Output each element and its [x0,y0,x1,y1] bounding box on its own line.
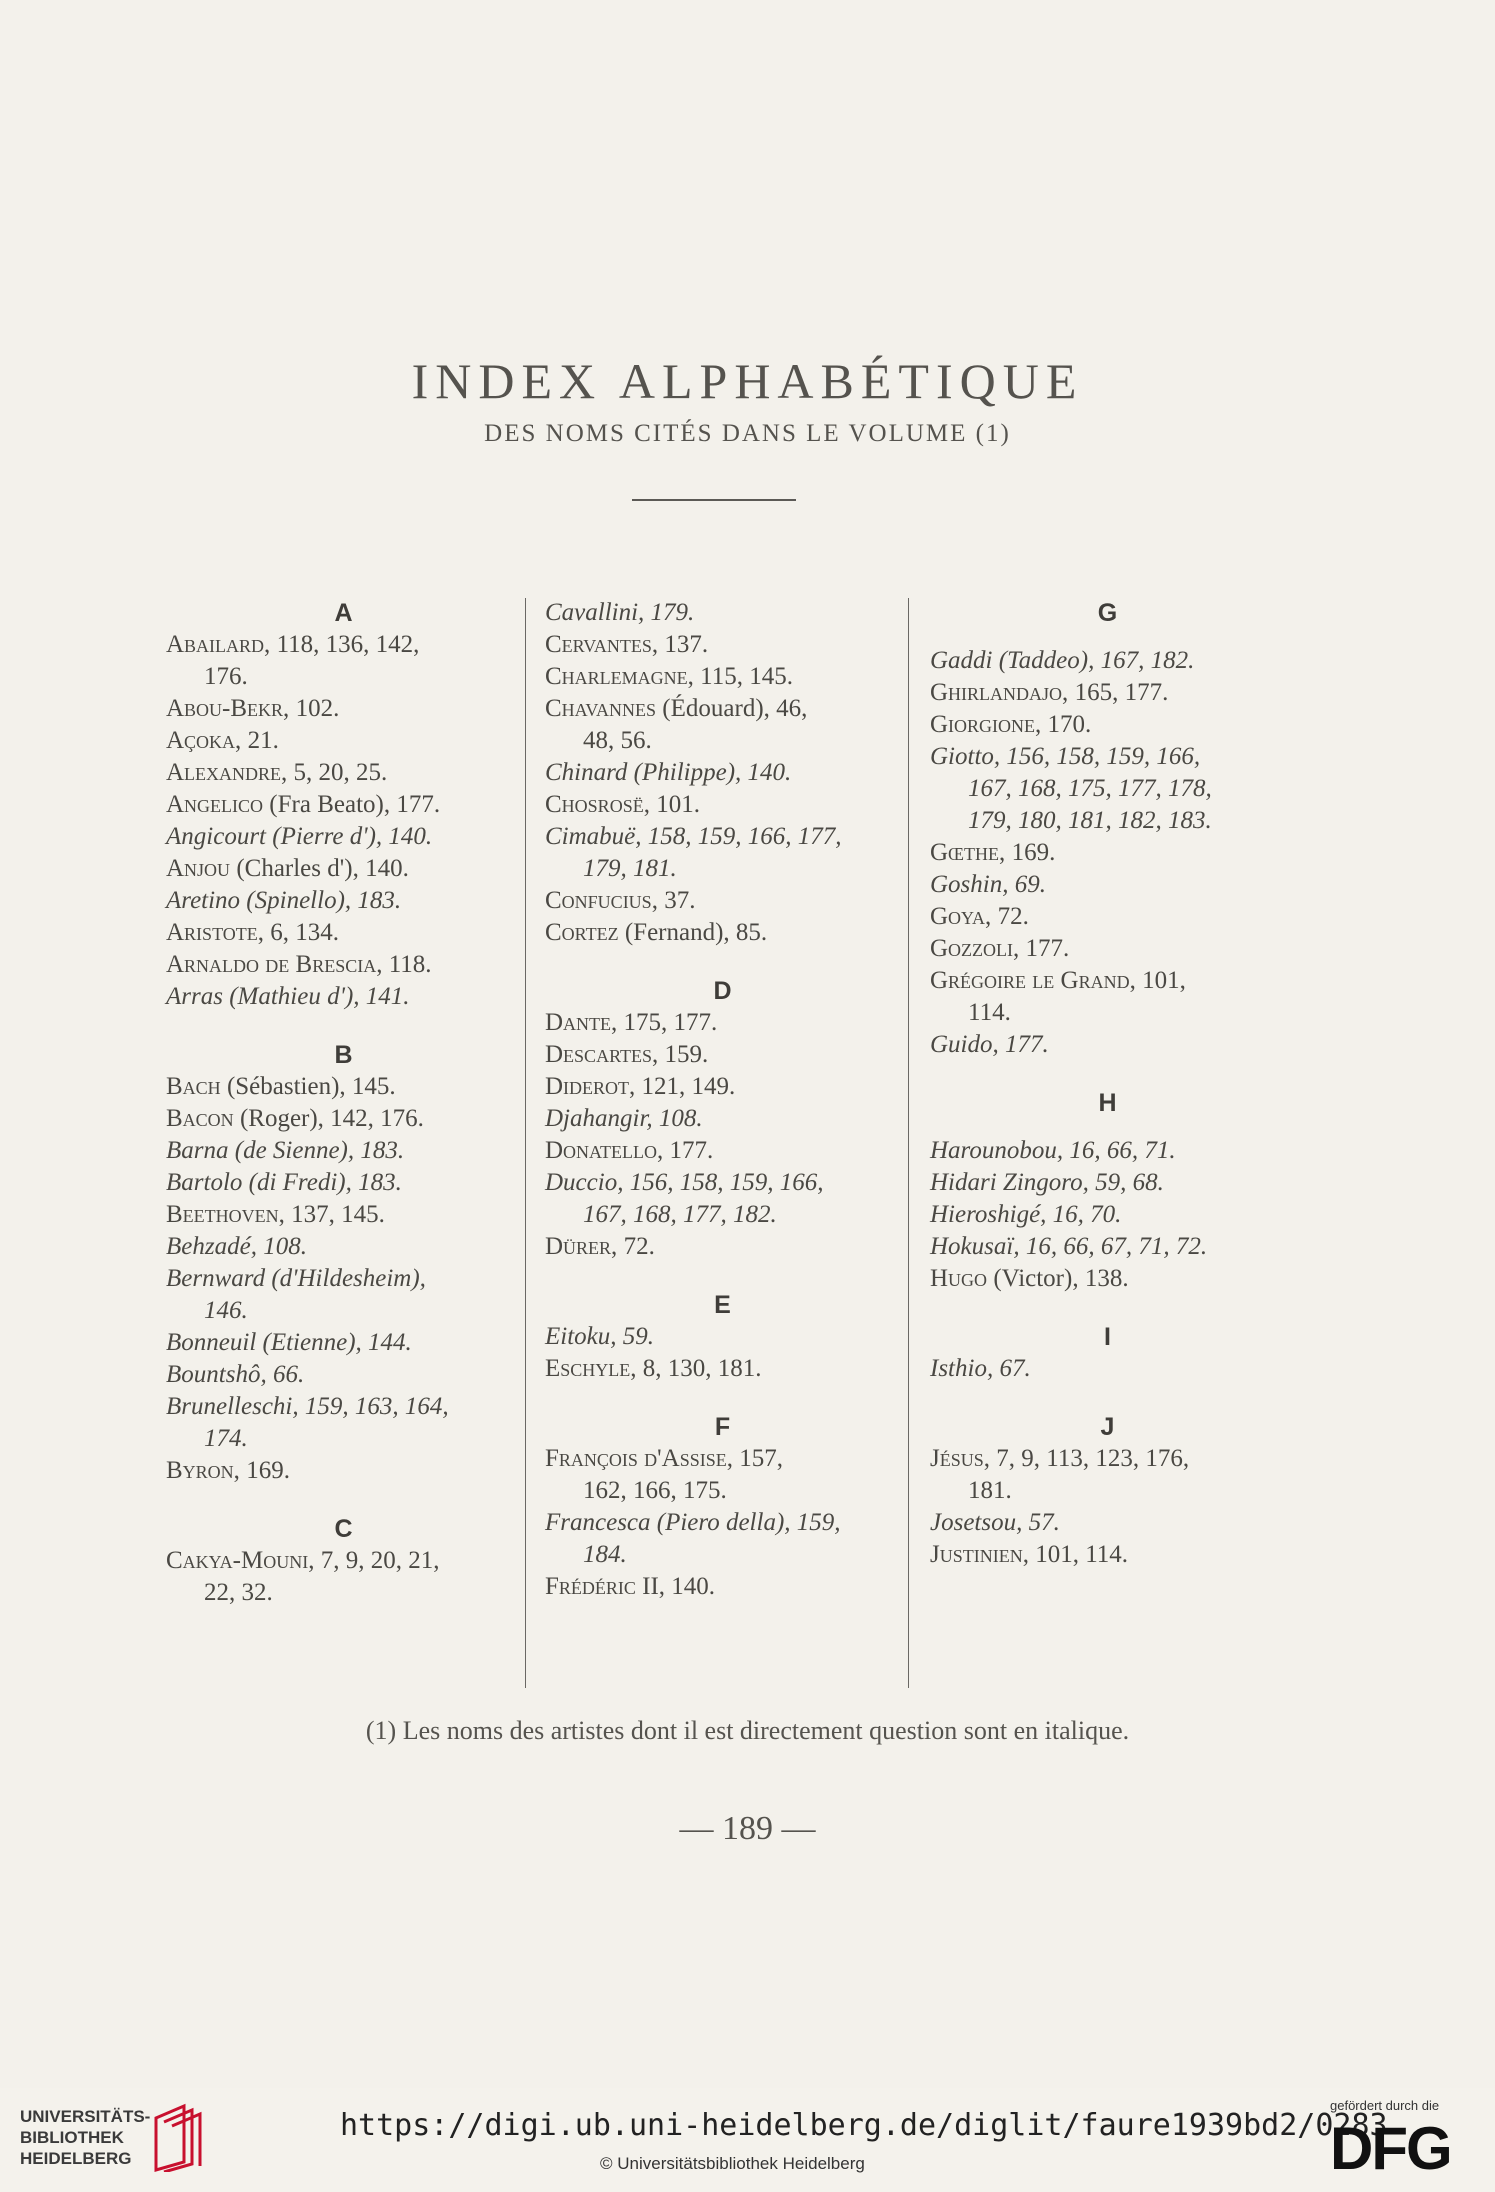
entry-pages: 5, 20, 25. [287,759,388,786]
entry-pages: Cavallini, 179. [545,599,695,626]
copyright-notice: © Universitätsbibliothek Heidelberg [600,2154,865,2173]
dfg-logo[interactable]: DFG [1330,2115,1451,2182]
column-divider [525,598,526,1688]
entry-pages: 121, 149. [635,1073,736,1100]
section-letter: H [1098,1089,1117,1117]
entry-pages: 137, 145. [284,1201,385,1228]
index-entry [930,1231,1285,1263]
library-line: HEIDELBERG [20,2149,132,2168]
section-spacer [930,1119,1285,1135]
entry-pages: (Victor), 138. [987,1265,1129,1292]
entry-pages: 21. [241,727,279,754]
entry-continuation: 176. [204,663,248,690]
index-entry [166,949,521,981]
entry-pages: Harounobou, 16, 66, 71. [930,1137,1176,1164]
index-entry [930,741,1285,805]
entry-name: Arnaldo de Brescia, [166,951,383,978]
index-entry [930,1263,1285,1295]
entry-pages: 157, [733,1445,783,1472]
entry-pages: Josetsou, 57. [930,1509,1060,1536]
entry-pages: Bartolo (di Fredi), 183. [166,1169,402,1196]
index-entry [545,629,900,661]
entry-name: Dante, [545,1009,618,1036]
entry-pages: Goshin, 69. [930,871,1046,898]
section-spacer [545,1385,900,1411]
entry-pages: Cimabuë, 158, 159, 166, 177, [545,823,842,850]
entry-pages: 101, 114. [1028,1541,1129,1568]
entry-pages: 6, 134. [263,919,339,946]
index-entry [930,1507,1285,1539]
entry-pages: (Fra Beato), 177. [263,791,441,818]
index-entry [545,1167,900,1231]
entry-pages: 7, 9, 20, 21, [314,1547,440,1574]
entry-pages: 165, 177. [1068,679,1169,706]
index-entry [545,789,900,821]
index-entry [545,693,900,757]
index-entry [166,629,521,693]
index-entry [166,693,521,725]
entry-pages: 37. [657,887,696,914]
entry-pages: 101, [1135,967,1186,994]
entry-pages: (Roger), 142, 176. [233,1105,424,1132]
entry-pages: 177. [1019,935,1070,962]
index-entry [930,805,1285,837]
entry-pages: 169. [239,1457,290,1484]
entry-pages: Angicourt (Pierre d'), 140. [166,823,433,850]
index-entry [930,1167,1285,1199]
entry-pages: II, 140. [635,1573,716,1600]
entry-continuation: 174. [204,1425,248,1452]
entry-continuation: 48, 56. [583,727,652,754]
index-entry [930,1029,1285,1061]
entry-pages: 137. [658,631,709,658]
entry-pages: (Édouard), 46, [656,695,808,722]
entry-pages: Hidari Zingoro, 59, 68. [930,1169,1164,1196]
entry-pages: Bountshô, 66. [166,1361,305,1388]
entry-pages: Francesca (Piero della), 159, [545,1509,841,1536]
section-letter: E [714,1291,731,1319]
index-entry [930,645,1285,677]
entry-pages: 102. [289,695,340,722]
index-entry [545,917,900,949]
entry-continuation: 167, 168, 175, 177, 178, [968,775,1212,802]
index-entry [166,917,521,949]
entry-name: Açoka, [166,727,242,754]
entry-pages: Arras (Mathieu d'), 141. [166,983,410,1010]
entry-name: Cervantes, [545,631,659,658]
entry-name: Diderot, [545,1073,636,1100]
entry-continuation: 184. [583,1541,627,1568]
entry-name: Cortez [545,919,619,946]
entry-continuation: 181. [968,1477,1012,1504]
index-entry [930,1353,1285,1385]
section-letter: D [713,977,732,1005]
entry-name: Justinien, [930,1541,1029,1568]
entry-pages: Isthio, 67. [930,1355,1031,1382]
entry-name: Gœthe, [930,839,1006,866]
index-entry [166,1071,521,1103]
entry-pages: Bonneuil (Etienne), 144. [166,1329,412,1356]
index-entry [930,677,1285,709]
entry-name: Dürer, [545,1233,618,1260]
title-rule [632,499,796,501]
section-letter: J [1100,1413,1115,1441]
section-spacer [545,1263,900,1289]
entry-name: Goya, [930,903,992,930]
page-number: — 189 — [679,1810,816,1847]
index-entry [166,1263,521,1327]
index-entry [545,1103,900,1135]
entry-name: Abou-Bekr, [166,695,290,722]
page-title: INDEX ALPHABÉTIQUE [411,353,1084,409]
entry-name: Aristote, [166,919,264,946]
entry-pages: Chinard (Philippe), 140. [545,759,792,786]
entry-name: Charlemagne, [545,663,694,690]
entry-pages: Hokusaï, 16, 66, 67, 71, 72. [930,1233,1208,1260]
index-entry [545,757,900,789]
section-letter: B [334,1041,353,1069]
entry-name: Chavannes [545,695,657,722]
section-letter: I [1104,1323,1111,1351]
section-letter: A [334,599,353,627]
index-entry [930,1135,1285,1167]
library-line: BIBLIOTHEK [20,2128,124,2147]
entry-pages: Eitoku, 59. [545,1323,655,1350]
entry-pages: 159. [658,1041,709,1068]
entry-pages: 115, 145. [693,663,793,690]
index-entry [166,1135,521,1167]
index-entry [166,1545,521,1609]
entry-pages: Hieroshigé, 16, 70. [930,1201,1122,1228]
entry-continuation: 162, 166, 175. [583,1477,727,1504]
section-letter: C [334,1515,353,1543]
section-spacer [166,1487,521,1513]
library-line: UNIVERSITÄTS- [20,2107,151,2126]
index-entry [545,1443,900,1507]
index-entry [166,1327,521,1359]
index-entry [166,1103,521,1135]
entry-pages: 175, 177. [617,1009,718,1036]
entry-name: Angelico [166,791,264,818]
index-column-3 [930,597,1285,1571]
index-entry [930,837,1285,869]
index-entry [545,1231,900,1263]
index-entry [166,885,521,917]
index-entry [930,965,1285,1029]
footnote: (1) Les noms des artistes dont il est directement question sont en italique. [365,1716,1130,1745]
viewer-footer [0,2088,1495,2192]
funding-caption: gefördert durch die [1330,2098,1440,2113]
entry-name: Alexandre, [166,759,288,786]
index-entry [166,789,521,821]
index-entry [545,1071,900,1103]
entry-pages: Aretino (Spinello), 183. [166,887,402,914]
entry-name: Donatello, [545,1137,664,1164]
index-entry [166,1231,521,1263]
entry-pages: Giotto, 156, 158, 159, 166, [930,743,1201,770]
index-entry [545,1571,900,1603]
entry-continuation: 146. [204,1297,248,1324]
index-entry [930,1539,1285,1571]
entry-name: Cakya-Mouni, [166,1547,315,1574]
index-entry [166,1199,521,1231]
index-entry [166,1359,521,1391]
entry-name: Byron, [166,1457,240,1484]
document-url-link[interactable]: https://digi.ub.uni-heidelberg.de/diglit/faure1939bd2/0283 [340,2108,1388,2143]
section-letter: G [1097,599,1118,627]
index-entry [166,725,521,757]
section-spacer [930,1295,1285,1321]
entry-continuation: 179, 180, 181, 182, 183. [968,807,1212,834]
index-entry [545,821,900,885]
index-entry [930,1199,1285,1231]
entry-pages: Bernward (d'Hildesheim), [166,1265,426,1292]
entry-pages: 169. [1005,839,1056,866]
entry-name: Frédéric [545,1573,636,1600]
section-letter: F [714,1413,731,1441]
library-logo-icon[interactable] [150,2102,206,2172]
index-column-2 [545,597,900,1603]
index-entry [166,821,521,853]
entry-name: Jésus, [930,1445,990,1472]
entry-name: Eschyle, [545,1355,637,1382]
index-entry [545,1007,900,1039]
index-entry [545,661,900,693]
entry-name: Bach [166,1073,221,1100]
index-entry [545,885,900,917]
index-entry [930,869,1285,901]
entry-pages: 170. [1041,711,1092,738]
index-entry [930,933,1285,965]
entry-pages: 101. [649,791,700,818]
index-entry [545,1039,900,1071]
index-entry [545,1507,900,1571]
entry-pages: 7, 9, 113, 123, 176, [990,1445,1190,1472]
entry-continuation: 22, 32. [204,1579,273,1606]
index-entry [166,853,521,885]
entry-continuation: 167, 168, 177, 182. [583,1201,777,1228]
index-entry [166,757,521,789]
index-entry [545,1321,900,1353]
entry-pages: Barna (de Sienne), 183. [166,1137,405,1164]
entry-pages: (Sébastien), 145. [220,1073,396,1100]
entry-pages: Gaddi (Taddeo), 167, 182. [930,647,1195,674]
index-entry [930,709,1285,741]
entry-pages: 72. [991,903,1029,930]
page-subtitle: DES NOMS CITÉS DANS LE VOLUME (1) [484,420,1011,447]
entry-name: Confucius, [545,887,658,914]
entry-pages: 118. [382,951,432,978]
entry-name: Beethoven, [166,1201,285,1228]
entry-pages: (Fernand), 85. [618,919,768,946]
section-spacer [930,629,1285,645]
index-entry [545,1353,900,1385]
entry-name: Hugo [930,1265,988,1292]
index-entry [166,1391,521,1455]
entry-pages: Djahangir, 108. [545,1105,703,1132]
entry-name: Giorgione, [930,711,1042,738]
entry-pages: Duccio, 156, 158, 159, 166, [545,1169,824,1196]
entry-name: Abailard, [166,631,271,658]
index-entry [545,597,900,629]
index-entry [930,901,1285,933]
index-entry [545,1135,900,1167]
index-entry [930,1443,1285,1507]
entry-pages: 118, 136, 142, [270,631,420,658]
index-entry [166,1455,521,1487]
entry-name: Anjou [166,855,231,882]
entry-pages: 177. [663,1137,714,1164]
entry-pages: 72. [617,1233,655,1260]
entry-pages: (Charles d'), 140. [230,855,409,882]
section-spacer [930,1385,1285,1411]
section-spacer [166,1013,521,1039]
entry-name: Bacon [166,1105,234,1132]
column-divider [908,598,909,1688]
entry-pages: 8, 130, 181. [636,1355,762,1382]
entry-name: François d'Assise, [545,1445,733,1472]
section-spacer [545,949,900,975]
index-entry [166,981,521,1013]
entry-pages: Brunelleschi, 159, 163, 164, [166,1393,449,1420]
entry-name: Chosrosë, [545,791,650,818]
entry-name: Grégoire le Grand, [930,967,1136,994]
entry-name: Ghirlandajo, [930,679,1069,706]
section-spacer [930,1061,1285,1087]
index-column-1 [166,597,521,1609]
entry-pages: Guido, 177. [930,1031,1049,1058]
library-name[interactable] [20,2106,150,2169]
entry-name: Gozzoli, [930,935,1020,962]
entry-continuation: 179, 181. [583,855,677,882]
entry-continuation: 114. [968,999,1011,1026]
entry-pages: Behzadé, 108. [166,1233,307,1260]
entry-name: Descartes, [545,1041,659,1068]
index-entry [166,1167,521,1199]
